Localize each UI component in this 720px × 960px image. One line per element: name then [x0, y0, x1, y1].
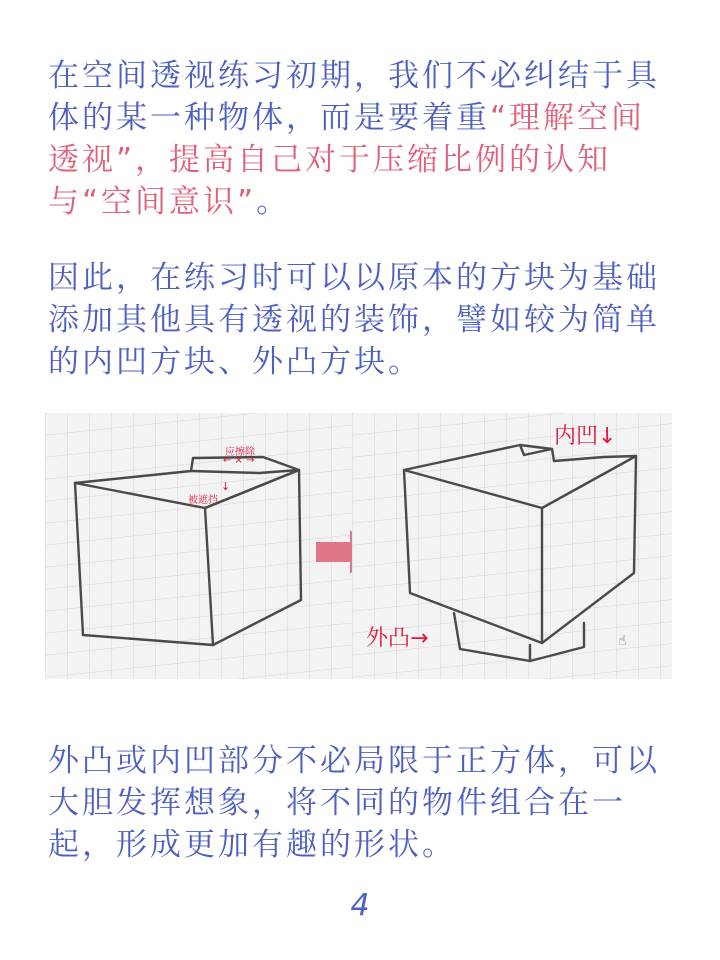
intro-text-end: 。: [256, 184, 291, 220]
erase-mark: ← × →: [223, 455, 255, 466]
practice-paragraph: 因此，在练习时可以以原本的方块为基础添加其他具有透视的装饰，譬如较为简单的内凹方块、外凸方块。: [48, 260, 660, 380]
intro-text: 在空间透视练习初期，我们不必纠结于具体的某一种物体，而是要着重: [48, 58, 660, 136]
erase-label: 应擦除: [225, 447, 255, 458]
hidden-label: 被遮挡: [188, 495, 218, 506]
hidden-arrow: ↓: [221, 480, 231, 493]
page-number: 4: [350, 888, 370, 923]
intro-paragraph: [48, 55, 672, 223]
hand-cursor-icon: ☝: [618, 633, 627, 649]
recess-label: 内凹↓: [554, 424, 617, 449]
creative-paragraph: 外凸或内凹部分不必局限于正方体，可以大胆发挥想象，将不同的物件组合在一起，形成更加有趣的形状。: [48, 743, 660, 863]
cube-sketch-right: [352, 413, 672, 679]
highlight-text: “理解空间透视”，提高自己对于压缩比例的认知与“空间意识”: [48, 100, 646, 220]
protrude-label: 外凸→: [366, 626, 429, 651]
